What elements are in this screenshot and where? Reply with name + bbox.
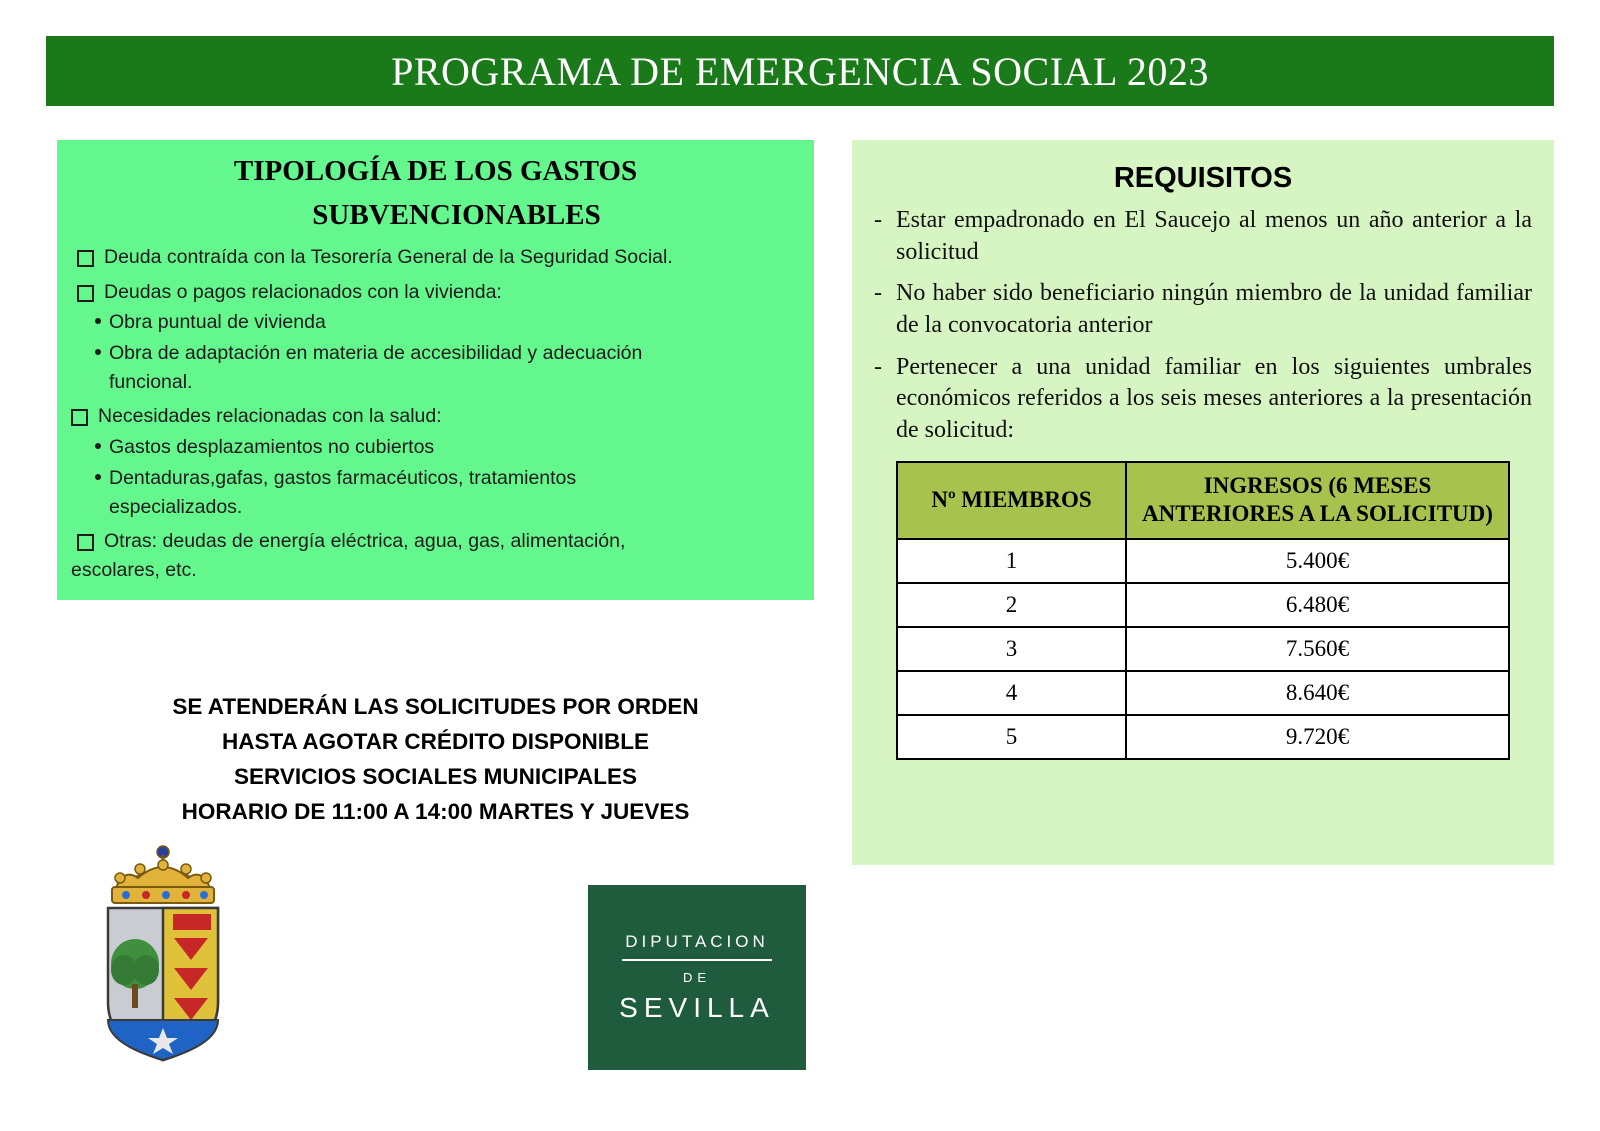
- table-row: [897, 671, 1509, 715]
- checkbox-square-icon: [77, 285, 94, 302]
- dash-bullet-icon: -: [874, 280, 882, 307]
- diputacion-label-line3: SEVILLA: [619, 991, 775, 1023]
- notice-line-3: SERVICIOS SOCIALES MUNICIPALES: [234, 763, 637, 789]
- table-row: [897, 583, 1509, 627]
- notice-line-2: HASTA AGOTAR CRÉDITO DISPONIBLE: [221, 728, 650, 754]
- page-title-banner: [46, 36, 1554, 106]
- list-item: [71, 528, 800, 556]
- expense-types-title-line1: TIPOLOGÍA DE LOS GASTOS: [233, 155, 638, 187]
- expense-types-title: [71, 150, 800, 237]
- list-item-label: Obra de adaptación en materia de accesibilidad y adecuación: [109, 342, 643, 365]
- cell-income: 5.400€: [1126, 539, 1509, 583]
- cell-income: 9.720€: [1126, 715, 1509, 759]
- page-title: PROGRAMA DE EMERGENCIA SOCIAL 2023: [391, 48, 1209, 94]
- table-row: [897, 539, 1509, 583]
- column-header-income: INGRESOS (6 MESES ANTERIORES A LA SOLICITUD): [1126, 462, 1509, 540]
- cell-income: 6.480€: [1126, 583, 1509, 627]
- bullet-dot-icon: [95, 349, 101, 355]
- cell-members: 3: [897, 627, 1126, 671]
- checkbox-square-icon: [71, 409, 88, 426]
- requirements-panel: [852, 140, 1554, 865]
- list-item-label: Gastos desplazamientos no cubiertos: [109, 436, 435, 459]
- bullet-dot-icon: [95, 474, 101, 480]
- expense-types-title-line2: SUBVENCIONABLES: [312, 198, 601, 231]
- checkbox-square-icon: [77, 534, 94, 551]
- expense-types-panel: [57, 140, 814, 600]
- table-row: [897, 715, 1509, 759]
- requirement-label: Pertenecer a una unidad familiar en los siguientes umbrales económicos referidos a los seis meses anteriores a la presentación de solicitud:: [896, 353, 1532, 444]
- requirement-label: Estar empadronado en El Saucejo al menos un año anterior a la solicitud: [896, 207, 1532, 265]
- notice-line-4: HORARIO DE 11:00 A 14:00 MARTES Y JUEVES: [181, 798, 690, 824]
- list-item: [71, 403, 800, 431]
- table-row: [897, 627, 1509, 671]
- dash-bullet-icon: -: [874, 353, 882, 380]
- cell-members: 1: [897, 539, 1126, 583]
- list-item: [71, 244, 800, 272]
- list-item-label: Obra puntual de vivienda: [109, 311, 326, 334]
- service-notice: [57, 690, 814, 830]
- requirements-title: REQUISITOS: [1113, 162, 1293, 194]
- bullet-dot-icon: [95, 443, 101, 449]
- list-item: [71, 340, 800, 368]
- diputacion-de-sevilla-logo: [588, 885, 806, 1070]
- dash-bullet-icon: -: [874, 207, 882, 233]
- list-item-label: Deuda contraída con la Tesorería General de la Seguridad Social.: [104, 246, 673, 268]
- diputacion-label-line1: DIPUTACION: [625, 931, 769, 951]
- income-thresholds-table: [896, 461, 1510, 761]
- list-item-continuation: escolares, etc.: [71, 558, 197, 581]
- list-item-label: Dentaduras,gafas, gastos farmacéuticos, tratamientos: [109, 466, 577, 489]
- cell-members: 2: [897, 583, 1126, 627]
- list-item: [71, 309, 800, 337]
- bullet-dot-icon: [95, 318, 101, 324]
- diputacion-label-line2: DE: [682, 969, 712, 985]
- list-item-continuation: funcional.: [109, 370, 193, 393]
- cell-members: 4: [897, 671, 1126, 715]
- coat-of-arms-icon: [78, 842, 248, 1067]
- list-item-label: Necesidades relacionadas con la salud:: [98, 405, 442, 428]
- checkbox-square-icon: [77, 250, 94, 267]
- list-item: [71, 279, 800, 307]
- list-item-label: Deudas o pagos relacionados con la vivienda:: [104, 280, 502, 303]
- divider: [622, 959, 772, 961]
- requirement-label: No haber sido beneficiario ningún miembro de la unidad familiar de la convocatoria anterior: [896, 280, 1532, 339]
- list-item: [71, 434, 800, 462]
- notice-line-1: SE ATENDERÁN LAS SOLICITUDES POR ORDEN: [172, 694, 699, 719]
- list-item: [71, 465, 800, 493]
- cell-members: 5: [897, 715, 1126, 759]
- cell-income: 7.560€: [1126, 627, 1509, 671]
- list-item-label: Otras: deudas de energía eléctrica, agua, gas, alimentación,: [104, 530, 626, 553]
- requirement-item: [874, 205, 1532, 268]
- list-item-continuation: especializados.: [109, 495, 243, 518]
- table-header-row: [897, 462, 1509, 540]
- cell-income: 8.640€: [1126, 671, 1509, 715]
- requirement-item: [874, 352, 1532, 447]
- requirement-item: [874, 278, 1532, 341]
- column-header-members: Nº MIEMBROS: [897, 462, 1126, 540]
